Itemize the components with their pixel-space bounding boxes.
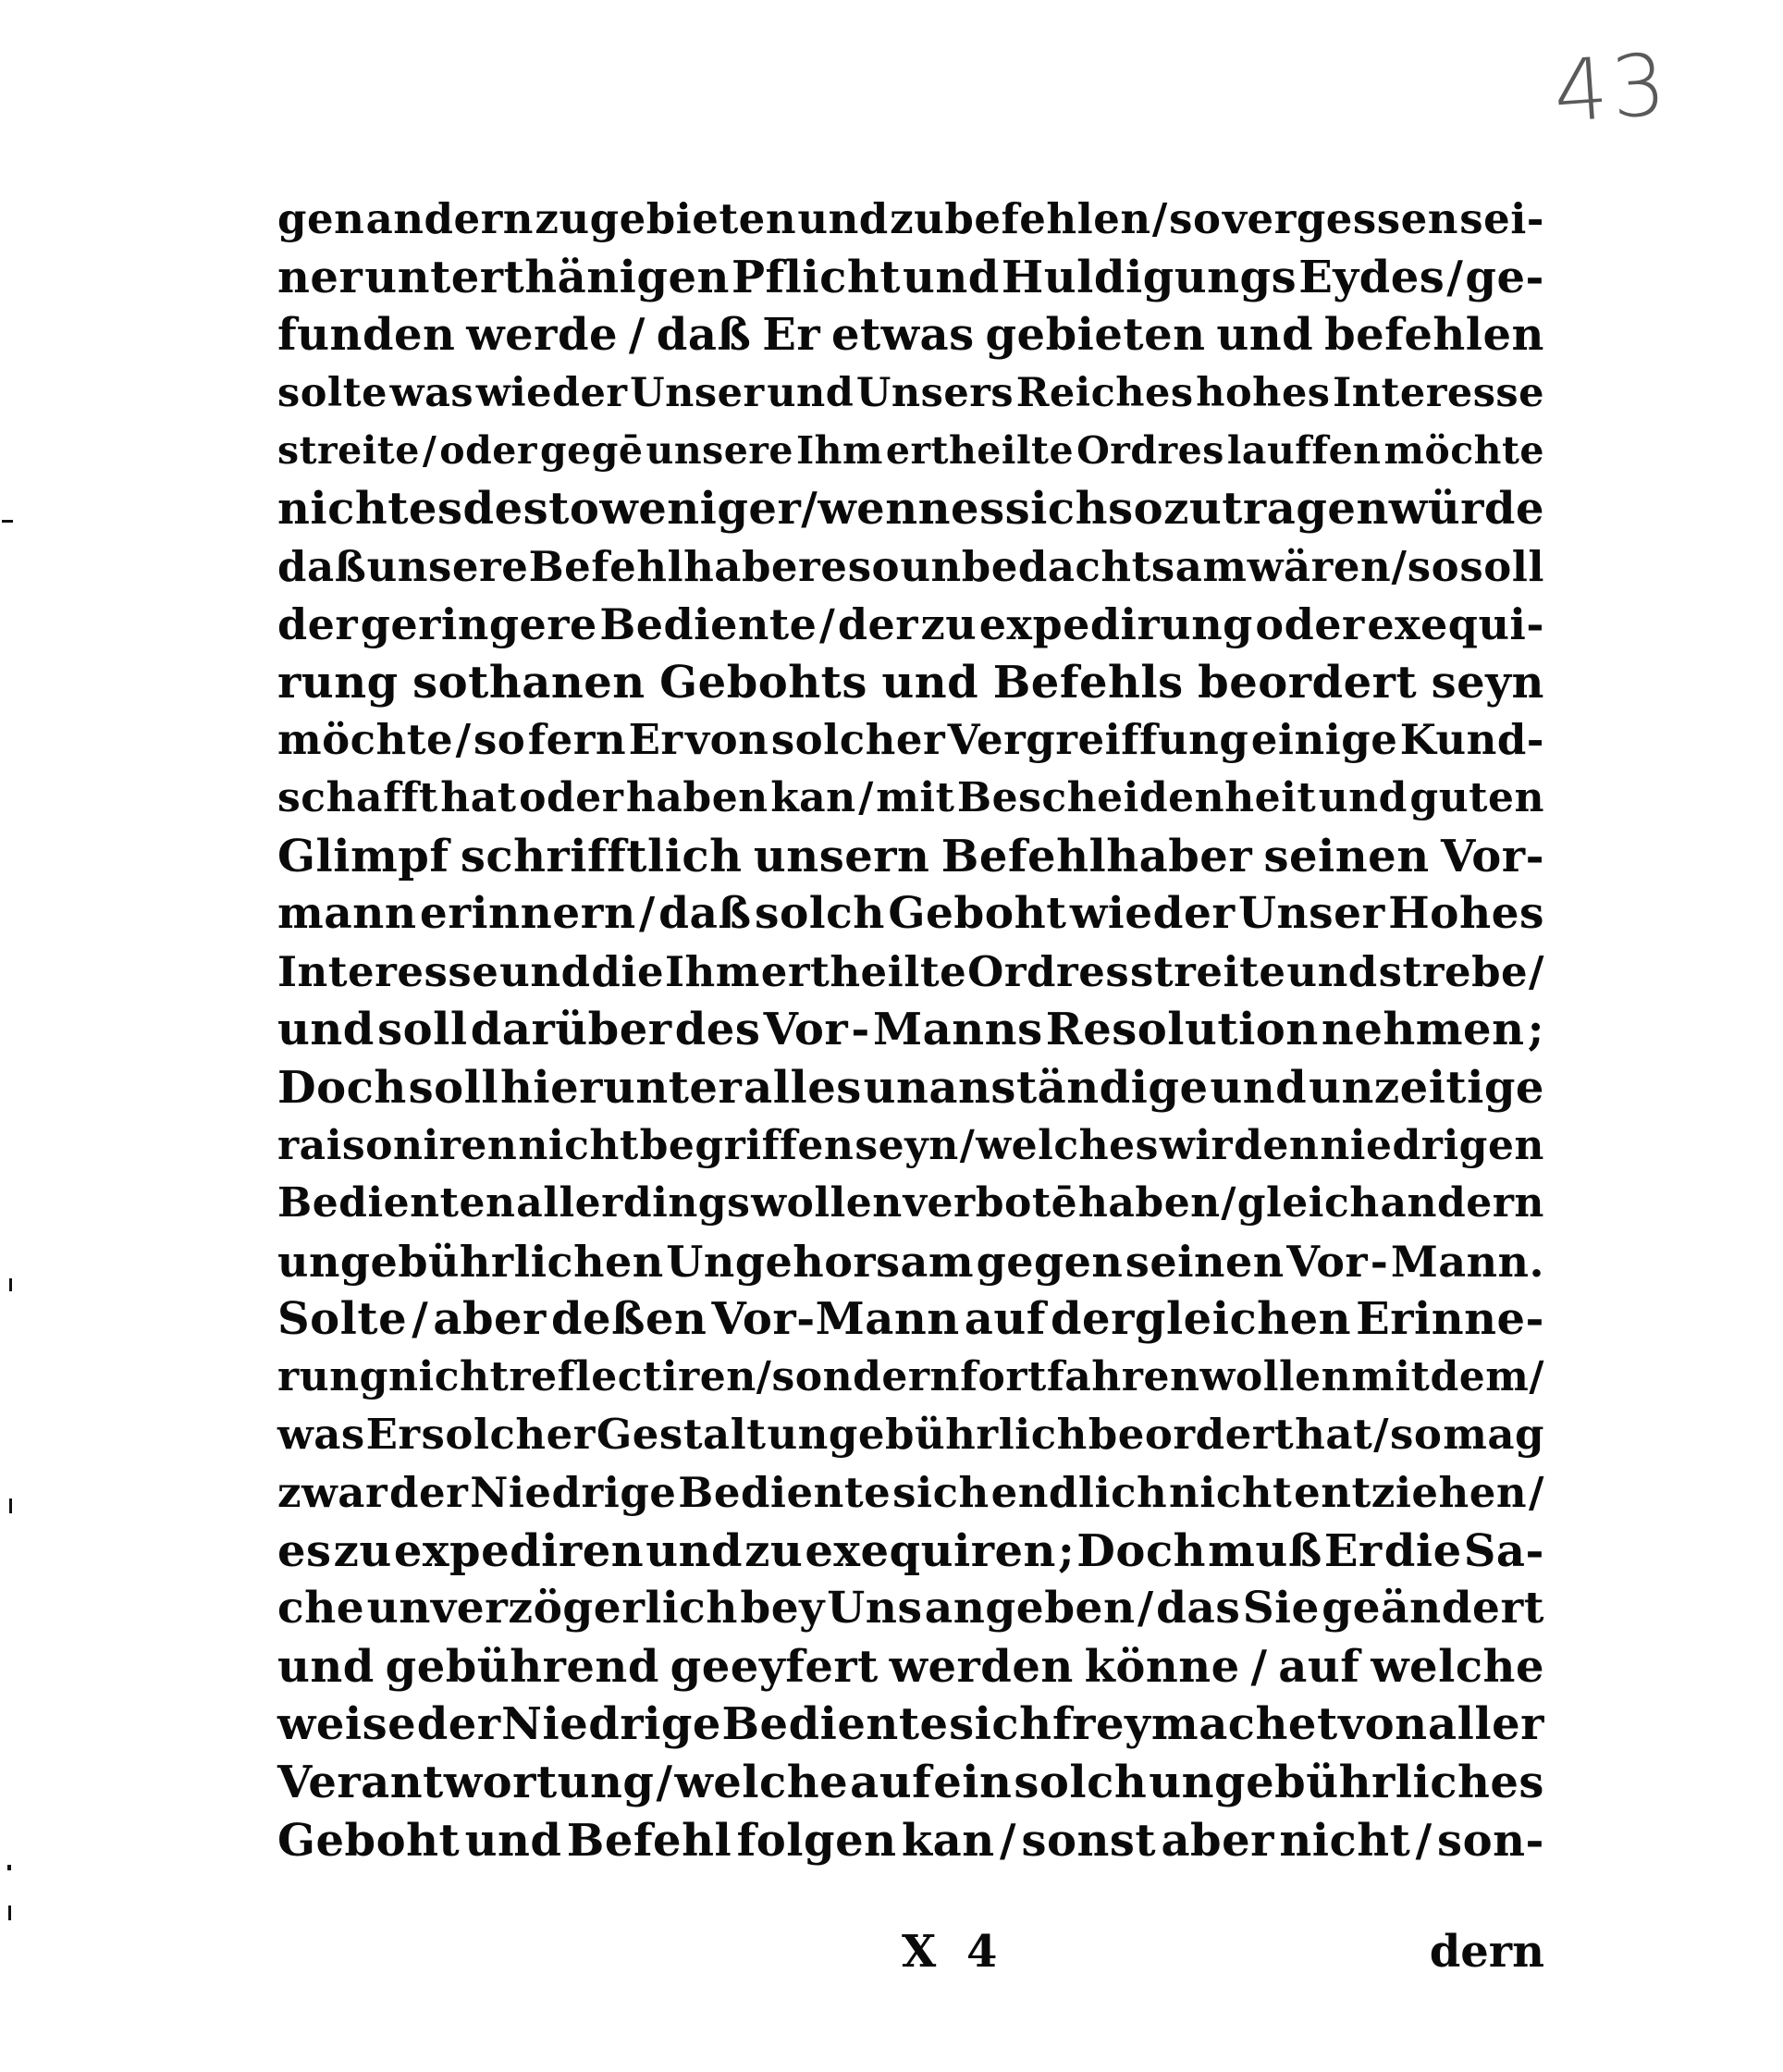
text-line: daß unsere Befehlhabere so unbedachtsam wären / so soll [277,541,1544,591]
text-line: Verantwortung / welche auf ein solch ungebührliches [277,1757,1544,1809]
text-line: rung nicht reflectiren / sondern fortfahren wollen mit dem / [277,1352,1544,1400]
text-line: Doch soll hierunter alles unanständige und unzeitige [277,1061,1544,1114]
text-line: es zu expediren und zu exequiren ; Doch muß Er die Sa- [277,1524,1544,1577]
text-line: nichtes desto weniger / wenn es sich so zutragen würde [277,482,1544,535]
text-line: ner unterthänigen Pflicht und Huldigungs Eydes / ge- [277,251,1544,303]
signature-mark: X 4 [902,1926,1005,1978]
margin-mark [7,1865,11,1870]
text-line: schafft hat oder haben kan / mit Bescheidenheit und guten [277,773,1544,821]
text-line: streite / oder gegē unsere Ihm ertheilte Ordres lauffen möchte [277,428,1544,474]
text-line: solte was wieder Unser und Unsers Reiches hohes Interesse [277,369,1544,416]
text-line: und soll darüber des Vor - Manns Resolution nehmen ; [277,1004,1544,1056]
text-line: Interesse und die Ihm ertheilte Ordres streite und strebe / [277,946,1544,996]
text-line: zwar der Niedrige Bediente sich endlich nicht entziehen / [277,1468,1544,1518]
margin-mark [9,1498,12,1513]
margin-mark [2,520,13,523]
text-line: weise der Niedrige Bediente sich frey machet von aller [277,1698,1544,1751]
body-text [277,191,1544,1869]
text-line: funden werde / daß Er etwas gebieten und befehlen [277,309,1544,362]
page-footer [277,1926,1544,1991]
text-line: und gebührend geeyfert werden könne / auf welche [277,1640,1544,1693]
text-line: Solte / aber deßen Vor-Mann auf dergleichen Erinne- [277,1293,1544,1346]
text-line: der geringere Bediente / der zu expedirung oder exequi- [277,599,1544,650]
text-line: raisoniren nicht begriffen seyn / welches wir den niedrigen [277,1121,1544,1169]
text-line: rung sothanen Gebohts und Befehls beordert seyn [277,656,1544,709]
text-line: möchte / so fern Er von solcher Vergreiffung einige Kund- [277,715,1544,765]
text-line: Bedienten allerdings wollen verbotē haben / gleich andern [277,1179,1544,1227]
text-line: was Er solcher Gestalt ungebührlich beordert hat / so mag [277,1410,1544,1460]
text-line: Geboht und Befehl folgen kan / sonst aber nicht / son- [277,1814,1544,1867]
folio-number: 43 [1550,34,1673,142]
text-line: Glimpf schrifftlich unsern Befehlhaber seinen Vor- [277,830,1544,882]
margin-mark [8,1906,11,1920]
text-line: che unverzögerlich bey Uns angeben / das Sie geändert [277,1583,1544,1634]
text-line: mann erinnern / daß solch Geboht wieder Unser Hohes [277,888,1544,940]
text-line: ungebührlichen Ungehorsam gegen seinen Vor - Mann. [277,1236,1544,1287]
text-line: gen andern zugebieten und zubefehlen / so vergessen sei- [277,194,1544,243]
catchword: dern [1429,1926,1544,1978]
margin-mark [9,1278,12,1291]
